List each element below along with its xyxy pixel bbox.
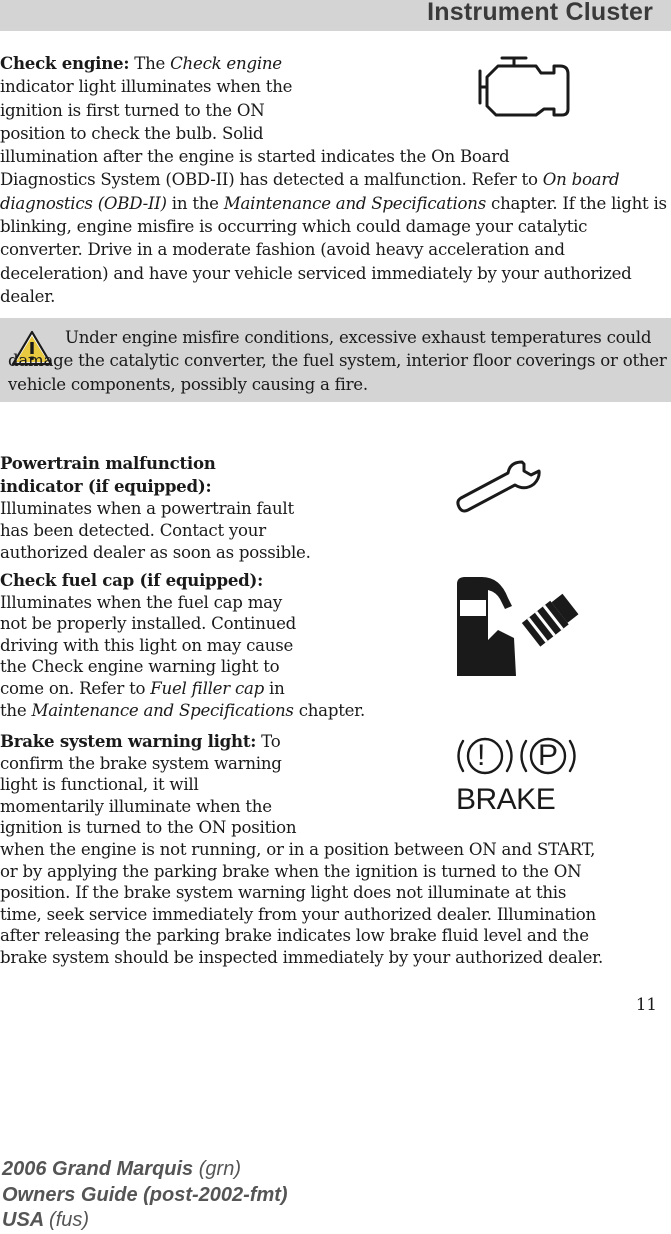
warning-text: Under engine misfire conditions, excessive exhaust temperatures could damage the catalytic converter, the fuel system, interior floor coverings or other vehicle components, possibly causing a fire.	[8, 328, 667, 394]
powertrain-paragraph: Powertrain malfunction indicator (if equipped): Illuminates when a powertrain fault has been detected. Contact your authorized dealer as soon as possible.	[0, 453, 311, 562]
check-engine-intro: indicator light illuminates when the ignition is first turned to the ON position to check the bulb. Solid illumination after the engine is started indicates the On Board Diagnostics System (OBD-II) has detected a malfunction. Refer to	[0, 77, 543, 190]
footer-line-2: Owners Guide (post-2002-fmt)	[2, 1183, 288, 1206]
fuel-cap-title: Check fuel cap (if equipped):	[0, 570, 263, 590]
footer	[2, 1157, 288, 1234]
brake-title: Brake system warning light:	[0, 731, 257, 751]
brake-exclamation-symbol: !	[477, 739, 486, 772]
powertrain-title: Powertrain malfunction indicator (if equipped):	[0, 453, 216, 496]
warning-box	[0, 318, 671, 402]
brake-icon-label: BRAKE	[456, 783, 556, 816]
check-engine-title: Check engine:	[0, 53, 130, 73]
brake-paragraph: Brake system warning light: To confirm the brake system warning light is functional, it will momentarily illuminate when the ignition is turned to the ON position when the engine is not running, or in a position between ON and START, or by applying the parking brake when the ignition is turned to the ON position. If the brake system warning light does not illuminate at this time, seek service immediately from your authorized dealer. Illumination after releasing the parking brake indicates low brake fluid level and the brake system should be inspected immediately by your authorized dealer.	[0, 731, 604, 967]
fuel-pump-cap-icon	[450, 572, 582, 682]
fuel-cap-paragraph: Check fuel cap (if equipped): Illuminates when the fuel cap may not be properly installed. Continued driving with this light on may cause the Check engine warning light to come on. Refer to Fuel filler cap in the Maintenance and Specifications chapter.	[0, 570, 366, 720]
check-engine-paragraph: Check engine: The Check engine indicator light illuminates when the ignition is first turned to the ON position to check the bulb. Solid illumination after the engine is started indicates the On Board Diagnostics System (OBD-II) has detected a malfunction. Refer to On board diagnostics (OBD-II) in the Maintenance and Specifications chapter. If the light is blinking, engine misfire is occurring which could damage your catalytic converter. Drive in a moderate fashion (avoid heavy acceleration and deceleration) and have your vehicle serviced immediately by your authorized dealer.	[0, 53, 667, 306]
wrench-icon	[452, 454, 544, 520]
footer-line-1: 2006 Grand Marquis (grn)	[2, 1158, 241, 1180]
footer-line-3: USA (fus)	[2, 1209, 90, 1231]
header-bar	[0, 0, 671, 31]
page-number: 11	[635, 995, 657, 1014]
page-title: Instrument Cluster	[427, 0, 653, 26]
brake-parking-symbol: P	[538, 739, 559, 772]
